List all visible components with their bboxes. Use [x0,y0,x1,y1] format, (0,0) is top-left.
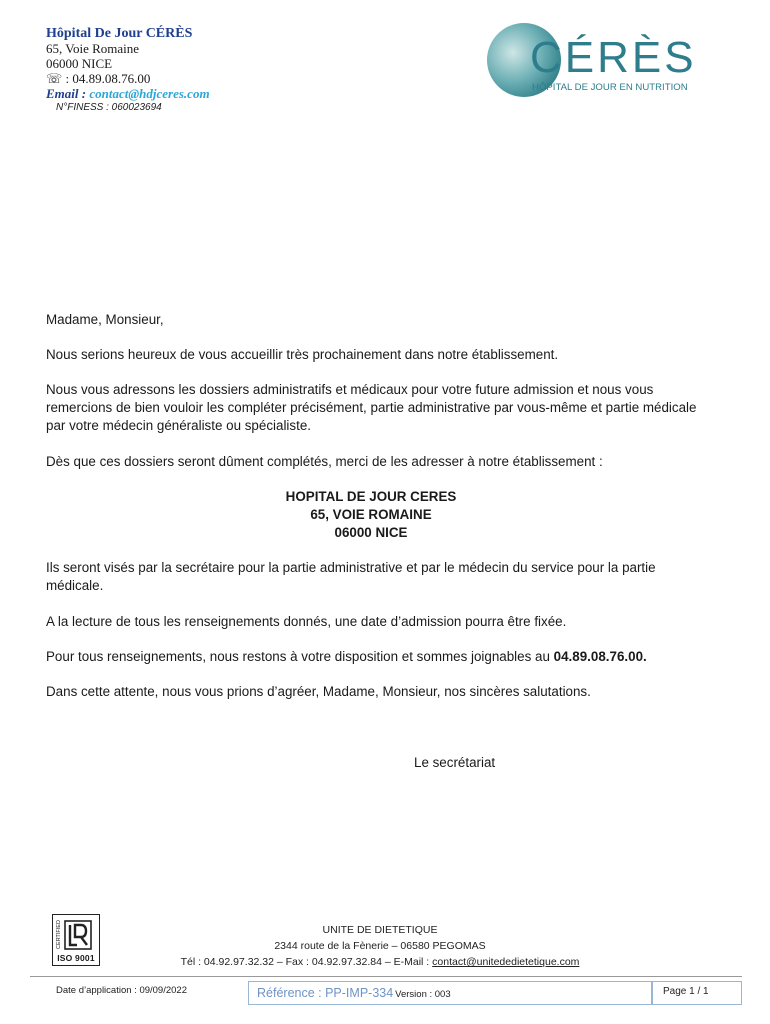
destination-line-3: 06000 NICE [334,525,408,540]
page-box [652,981,742,1005]
email-line [46,86,210,101]
finess-number: N°FINESS : 060023694 [56,102,162,113]
iso-certified-text: CERTIFIED [56,920,62,949]
paragraph-2: Nous vous adressons les dossiers administratifs et médicaux pour votre future admission et nous vous remercions de bien vouloir les compléter précisément, partie administrative par vous-même et partie médicale par votre médecin généraliste ou spécialiste. [46,382,697,433]
sender-block [46,26,210,101]
signature: Le secrétariat [414,755,496,770]
footer-street: 2344 route de la Fènerie – 06580 PEGOMAS [274,940,486,952]
document-version: Version : 003 [395,989,451,1000]
email-link[interactable]: contact@hdjceres.com [89,86,210,101]
footer-phone-fax: Tél : 04.92.97.32.32 – Fax : 04.92.97.32.84 – E-Mail : [180,956,430,968]
destination-line-1: HOPITAL DE JOUR CERES [285,489,457,504]
paragraph-5: A la lecture de tous les renseignements donnés, une date d’admission pourra être fixée. [46,614,567,629]
contact-phone: 04.89.08.76.00. [553,649,647,664]
email-label: Email : [46,86,87,101]
phone-number: : 04.89.08.76.00 [65,71,151,86]
paragraph-1: Nous serions heureux de vous accueillir très prochainement dans notre établissement. [46,347,559,362]
paragraph-6 [46,648,706,666]
reference-box [248,981,652,1005]
footer-contact [80,954,680,970]
logo-name: CÉRÈS [530,33,697,82]
page-number: Page 1 / 1 [663,986,709,997]
document-reference: Référence : PP-IMP-334 [257,986,394,1000]
paragraph-6-text: Pour tous renseignements, nous restons à votre disposition et sommes joignables au [46,649,550,664]
phone-line [46,71,210,86]
paragraph-4: Ils seront visés par la secrétaire pour la partie administrative et par le médecin du service pour la partie médicale. [46,560,656,593]
phone-icon: ☏ [46,71,63,86]
address-line-1: 65, Voie Romaine [46,41,140,56]
destination-address [46,488,696,542]
logo-tagline: HÔPITAL DE JOUR EN NUTRITION [532,82,688,93]
footer-email-link[interactable]: contact@unitededietetique.com [432,956,580,968]
iso-label: ISO 9001 [57,953,95,963]
footer-divider [30,976,742,977]
footer-address [80,922,680,970]
application-date: Date d’application : 09/09/2022 [56,985,187,996]
ceres-logo [486,22,702,100]
footer-unit: UNITE DE DIETETIQUE [322,924,438,936]
destination-line-2: 65, VOIE ROMAINE [310,507,432,522]
salutation: Madame, Monsieur, [46,312,164,327]
paragraph-7: Dans cette attente, nous vous prions d’agréer, Madame, Monsieur, nos sincères salutations. [46,684,591,699]
address-line-2: 06000 NICE [46,56,113,71]
hospital-name: Hôpital De Jour CÉRÈS [46,26,193,41]
paragraph-3: Dès que ces dossiers seront dûment complétés, merci de les adresser à notre établissement : [46,454,603,469]
